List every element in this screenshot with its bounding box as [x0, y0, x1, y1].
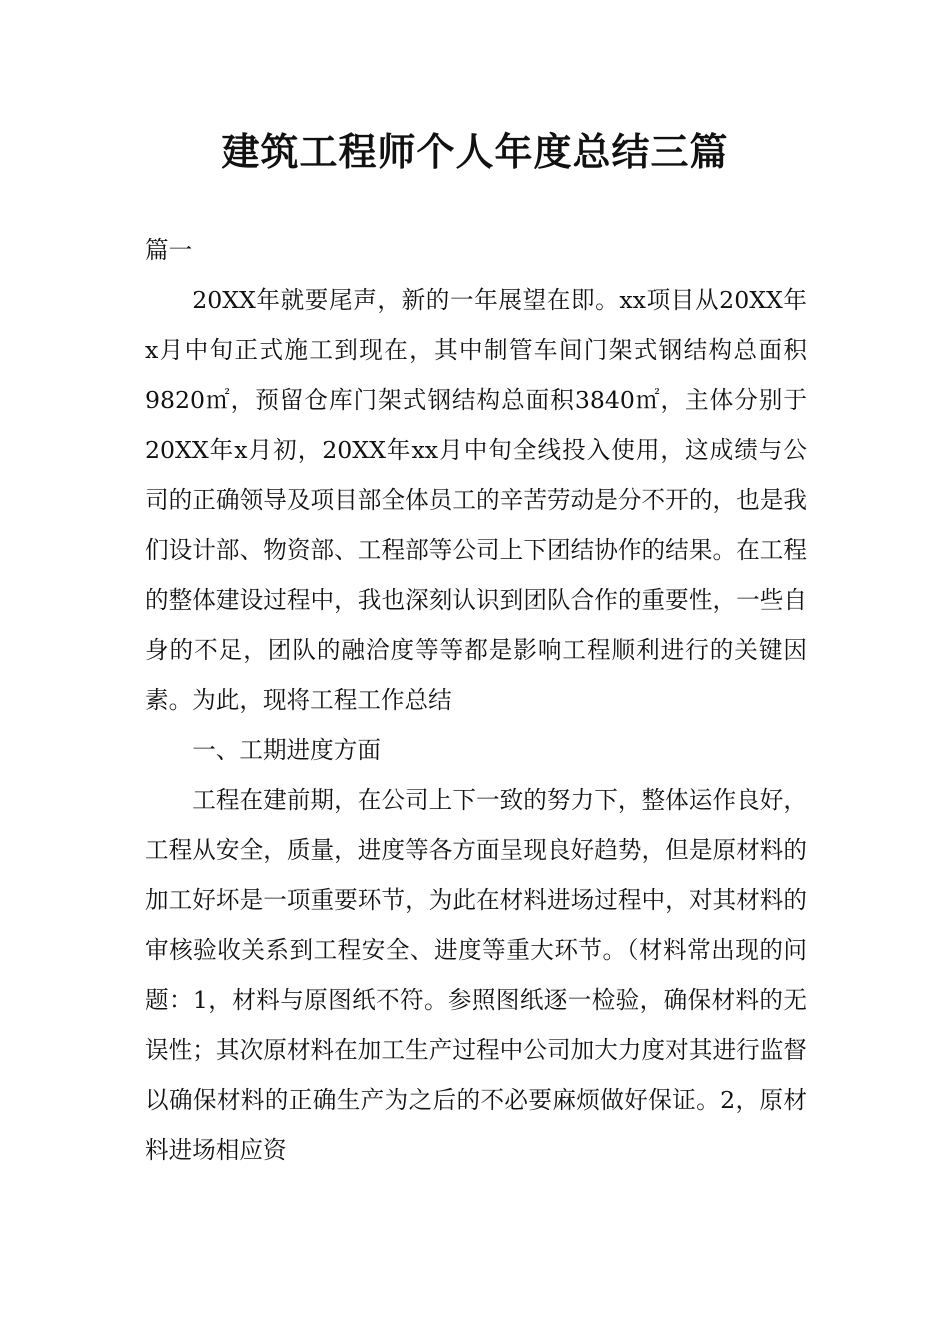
document-body [145, 225, 807, 1175]
section-label: 篇一 [145, 236, 193, 264]
section-heading: 一、工期进度方面 [192, 736, 381, 764]
paragraph-schedule: 工程在建前期，在公司上下一致的努力下，整体运作良好，工程从安全，质量，进度等各方面呈现良好趋势，但是原材料的加工好坏是一项重要环节，为此在材料进场过程中，对其材料的审核验收关系到工程安全、进度等重大环节。（材料常出现的问题：1，材料与原图纸不符。参照图纸逐一检验，确保材料的无误性；其次原材料在加工生产过程中公司加大力度对其进行监督以确保材料的正确生产为之后的不必要麻烦做好保证。2，原材料进场相应资 [145, 786, 807, 1164]
paragraph-intro: 20XX年就要尾声，新的一年展望在即。xx项目从20XX年x月中旬正式施工到现在，其中制管车间门架式钢结构总面积9820㎡，预留仓库门架式钢结构总面积3840㎡，主体分别于20XX年x月初，20XX年xx月中旬全线投入使用，这成绩与公司的正确领导及项目部全体员工的辛苦劳动是分不开的，也是我们设计部、物资部、工程部等公司上下团结协作的结果。在工程的整体建设过程中，我也深刻认识到团队合作的重要性，一些自身的不足，团队的融洽度等等都是影响工程顺利进行的关键因素。为此，现将工程工作总结 [145, 286, 807, 714]
document-title: 建筑工程师个人年度总结三篇 [221, 130, 729, 174]
